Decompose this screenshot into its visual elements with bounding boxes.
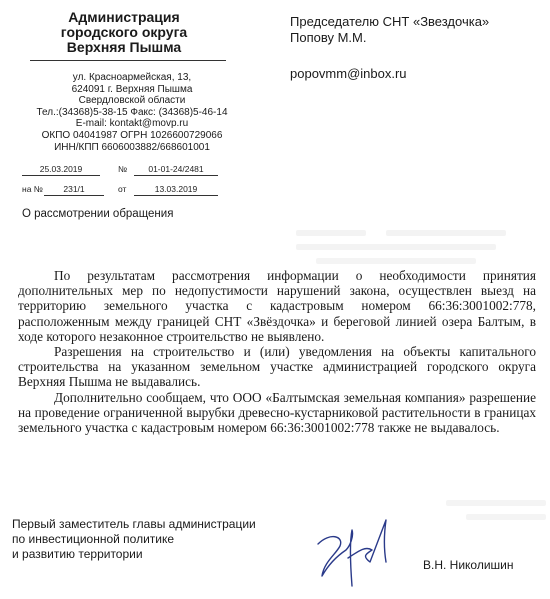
letterhead-divider xyxy=(30,60,226,61)
org-line: Администрация xyxy=(68,9,180,25)
body-paragraph: По результатам рассмотрения информации о необходимости принятия дополнительных мер по недопустимости нарушений закона, осуществлен выезд на территорию земельного участка с кадастровым номером 66:36:3001002:778, расположенным между границей СНТ «Звёздочка» и береговой линией озера Балтым, в ходе которого незаконное строительство не выявлено. xyxy=(18,268,536,344)
address-line: Свердловской области xyxy=(78,95,186,107)
organization-name xyxy=(44,10,204,55)
position-line: Первый заместитель главы администрации xyxy=(12,517,256,531)
position-line: по инвестиционной политике xyxy=(12,531,175,546)
handwritten-signature xyxy=(300,510,410,590)
on-number-label: на № xyxy=(22,184,43,194)
number-label: № xyxy=(118,164,128,174)
from-label: от xyxy=(118,184,127,194)
letterhead-address xyxy=(12,72,252,153)
org-line: городского округа xyxy=(60,24,188,40)
inn-kpp-line: ИНН/КПП 6606003882/668601001 xyxy=(54,141,210,153)
address-line: ул. Красноармейская, 13, xyxy=(72,72,192,83)
email-line: E-mail: kontakt@movp.ru xyxy=(75,118,189,130)
address-line: 624091 г. Верхняя Пышма xyxy=(71,83,193,95)
position-line: и развитию территории xyxy=(12,546,143,561)
signatory-position xyxy=(12,517,256,561)
incoming-number: 231/1 xyxy=(44,184,104,196)
signatory-name: В.Н. Николишин xyxy=(423,558,514,572)
outgoing-number: 01-01-24/2481 xyxy=(134,164,218,176)
recipient-block xyxy=(290,14,489,46)
org-line: Верхняя Пышма xyxy=(66,39,182,55)
outgoing-reference-row xyxy=(0,164,240,178)
recipient-email: popovmm@inbox.ru xyxy=(290,66,407,81)
body-paragraph: Дополнительно сообщаем, что ООО «Балтымская земельная компания» разрешение на проведение ограниченной вырубки древесно-кустарниковой растительности в границах земельного участка с кадастровым номером 66:36:3001002:778 также не выдавалось. xyxy=(18,389,536,436)
letter-body xyxy=(18,268,536,435)
body-paragraph: Разрешения на строительство и (или) уведомления на объекты капитального строительства на указанном земельном участке администрацией городского округа Верхняя Пышма не выдавались. xyxy=(18,344,536,390)
incoming-date: 13.03.2019 xyxy=(134,184,218,196)
phone-fax-line: Тел.:(34368)5-38-15 Факс: (34368)5-46-14 xyxy=(36,106,228,118)
incoming-reference-row xyxy=(0,184,240,198)
okpo-ogrn-line: ОКПО 04041987 ОГРН 1026600729066 xyxy=(41,129,223,141)
outgoing-date: 25.03.2019 xyxy=(22,164,100,176)
recipient-line: Председателю СНТ «Звездочка» xyxy=(290,14,490,29)
letter-subject: О рассмотрении обращения xyxy=(22,208,174,220)
recipient-line: Попову М.М. xyxy=(290,30,367,45)
